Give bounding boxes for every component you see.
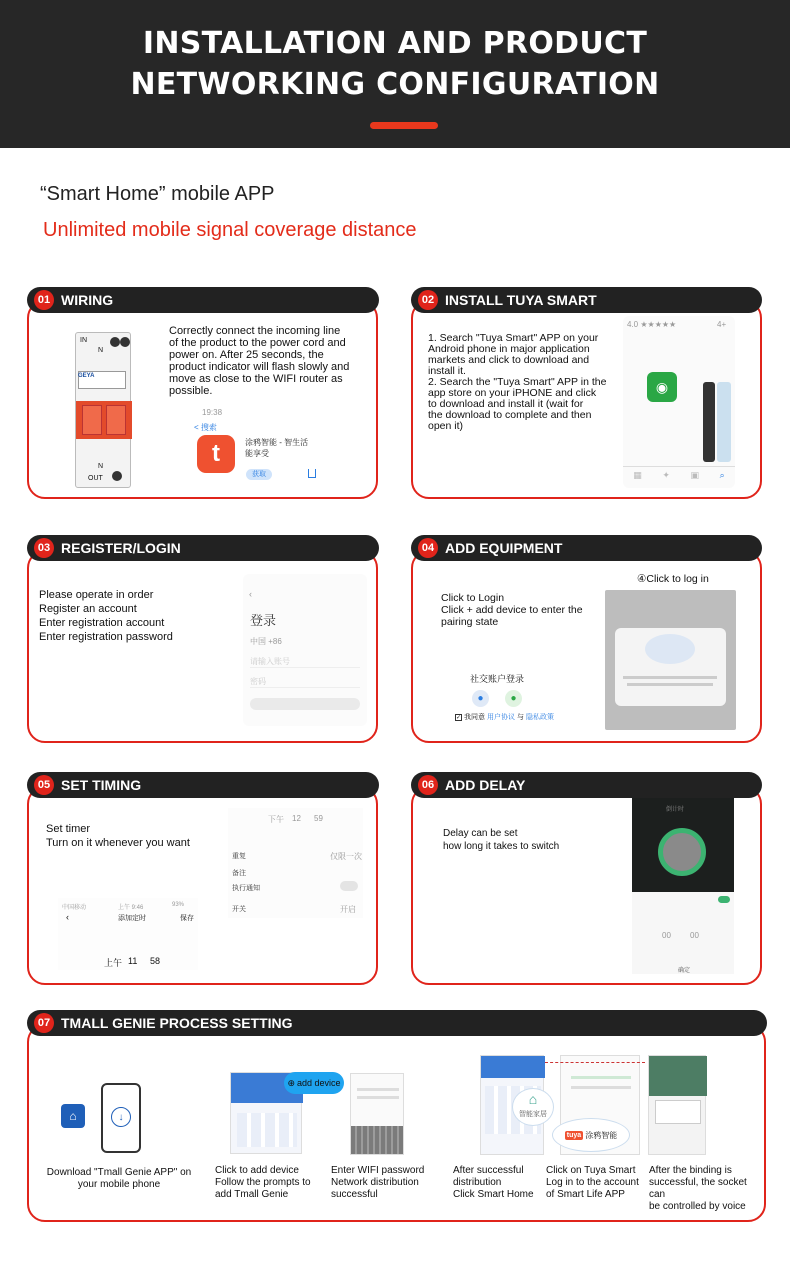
binding-success-screenshot: [648, 1055, 706, 1155]
step-01-text: Correctly connect the incoming line of the product to the power cord and power on. After 25 seconds, the product indicator will flash slowly and move as close to the WIFI router as possible.: [169, 325, 350, 397]
step-07-tab: 07 TMALL GENIE PROCESS SETTING: [27, 1010, 767, 1036]
step-03-tab: 03 REGISTER/LOGIN: [27, 535, 379, 561]
terms-link[interactable]: 用户协议: [487, 714, 515, 721]
step-04-tab: 04 ADD EQUIPMENT: [411, 535, 762, 561]
delay-toggle[interactable]: [718, 896, 730, 903]
login-screenshot: ‹ 登录 中国 +86 请输入账号 密码: [243, 574, 367, 726]
page-header: [0, 0, 790, 148]
phone-download-icon: ↓: [101, 1083, 141, 1153]
step-05-text: Set timer Turn on it whenever you want: [46, 823, 190, 849]
agreement-row: ✓ 我同意 用户协议 与 隐私政策: [456, 714, 554, 721]
wechat-icon[interactable]: ●: [505, 690, 522, 707]
agree-checkbox[interactable]: ✓: [456, 714, 462, 721]
step-03-text: Please operate in order Register an account Enter registration account Enter registration password: [39, 589, 173, 643]
app-search-screenshot: 4.0 ★★★★★ 4+ ◉ ▦ ✦ ▣ ⌕: [623, 316, 735, 488]
tuya-smart-button[interactable]: tuya 涂鸦智能: [552, 1118, 630, 1152]
app-title: “Smart Home” mobile APP: [40, 183, 275, 205]
step-04-label: ④Click to log in: [637, 573, 709, 585]
step-07-caption-6: After the binding is successful, the socket can be controlled by voice: [649, 1165, 747, 1212]
home-icon: ⌂: [528, 1091, 538, 1107]
apps-icon[interactable]: ▣: [690, 470, 700, 480]
step-07-caption-2: Click to add device Follow the prompts to add Tmall Genie: [215, 1165, 311, 1200]
step-04-text: Click to Login Click + add device to enter the pairing state: [441, 592, 583, 628]
title-underline: [370, 122, 438, 129]
games-icon[interactable]: ✦: [662, 470, 670, 480]
tuya-app-icon: t: [197, 435, 235, 473]
share-icon: [308, 469, 316, 478]
confirm-button[interactable]: 确定: [678, 968, 691, 974]
login-button[interactable]: [250, 698, 360, 710]
get-button[interactable]: 获取: [246, 469, 272, 480]
timer-settings-screenshot: 下午 12 59 重复 仅限一次 备注 执行通知 开关 开启: [228, 808, 363, 918]
wifi-password-screenshot: [350, 1073, 404, 1155]
step-07-caption-4: After successful distribution Click Smart Home: [453, 1165, 534, 1200]
flow-arrows: [545, 1062, 645, 1064]
add-device-screenshot: [605, 590, 736, 730]
search-icon[interactable]: ⌕: [719, 470, 725, 480]
notify-toggle[interactable]: [340, 881, 358, 891]
page-title: INSTALLATION AND PRODUCT NETWORKING CONFIGURATION: [130, 26, 660, 102]
save-button[interactable]: 保存: [180, 915, 194, 922]
qq-icon[interactable]: ●: [472, 690, 489, 707]
power-button[interactable]: [658, 828, 706, 876]
login-title: 登录: [250, 613, 277, 628]
step-05-tab: 05 SET TIMING: [27, 772, 379, 798]
coverage-text: Unlimited mobile signal coverage distance: [43, 219, 417, 241]
privacy-link[interactable]: 隐私政策: [526, 714, 554, 721]
step-02-text: 1. Search "Tuya Smart" APP on your Android phone in major application markets and click to download and install it. 2. Search the "Tuya Smart" APP in the app store on your iPHONE and click to download and install it (wait for the download to complete and then open it): [428, 332, 607, 432]
step-07-caption-3: Enter WIFI password Network distribution successful: [331, 1165, 425, 1200]
account-input[interactable]: 请输入账号: [250, 656, 360, 668]
step-07-caption-5: Click on Tuya Smart Log in to the account of Smart Life APP: [546, 1165, 639, 1200]
add-timer-screenshot: 中国移动 上午 9:46 93% ‹ 添加定时 保存 上午 11 58: [58, 898, 198, 970]
today-icon[interactable]: ▦: [633, 470, 642, 480]
step-02-tab: 02 INSTALL TUYA SMART: [411, 287, 762, 313]
social-login-label: 社交账户登录: [470, 674, 525, 684]
back-icon[interactable]: ‹: [66, 912, 69, 922]
step-01-tab: 01 WIRING: [27, 287, 379, 313]
step-06-text: Delay can be set how long it takes to switch: [443, 828, 560, 852]
add-device-bubble[interactable]: ⊕ add device: [284, 1072, 344, 1094]
smart-home-button[interactable]: ⌂ 智能家居: [512, 1088, 554, 1126]
breaker-image: IN N GEYA N OUT: [75, 332, 131, 488]
tuya-logo-icon: ◉: [647, 372, 677, 402]
app-store-screenshot: 19:38 < 搜索 t 涂鸦智能 - 智生活 能享受 获取: [190, 405, 330, 490]
password-input[interactable]: 密码: [250, 676, 360, 688]
plus-circle-icon: ⊕: [287, 1077, 295, 1088]
tuya-logo-badge: tuya: [566, 1131, 582, 1139]
delay-screenshot: 倒计时 00 00 确定: [632, 798, 734, 974]
step-07-caption-1: Download "Tmall Genie APP" on your mobile phone: [46, 1167, 192, 1190]
tmall-genie-icon: ⌂: [61, 1104, 85, 1128]
step-06-tab: 06 ADD DELAY: [411, 772, 762, 798]
